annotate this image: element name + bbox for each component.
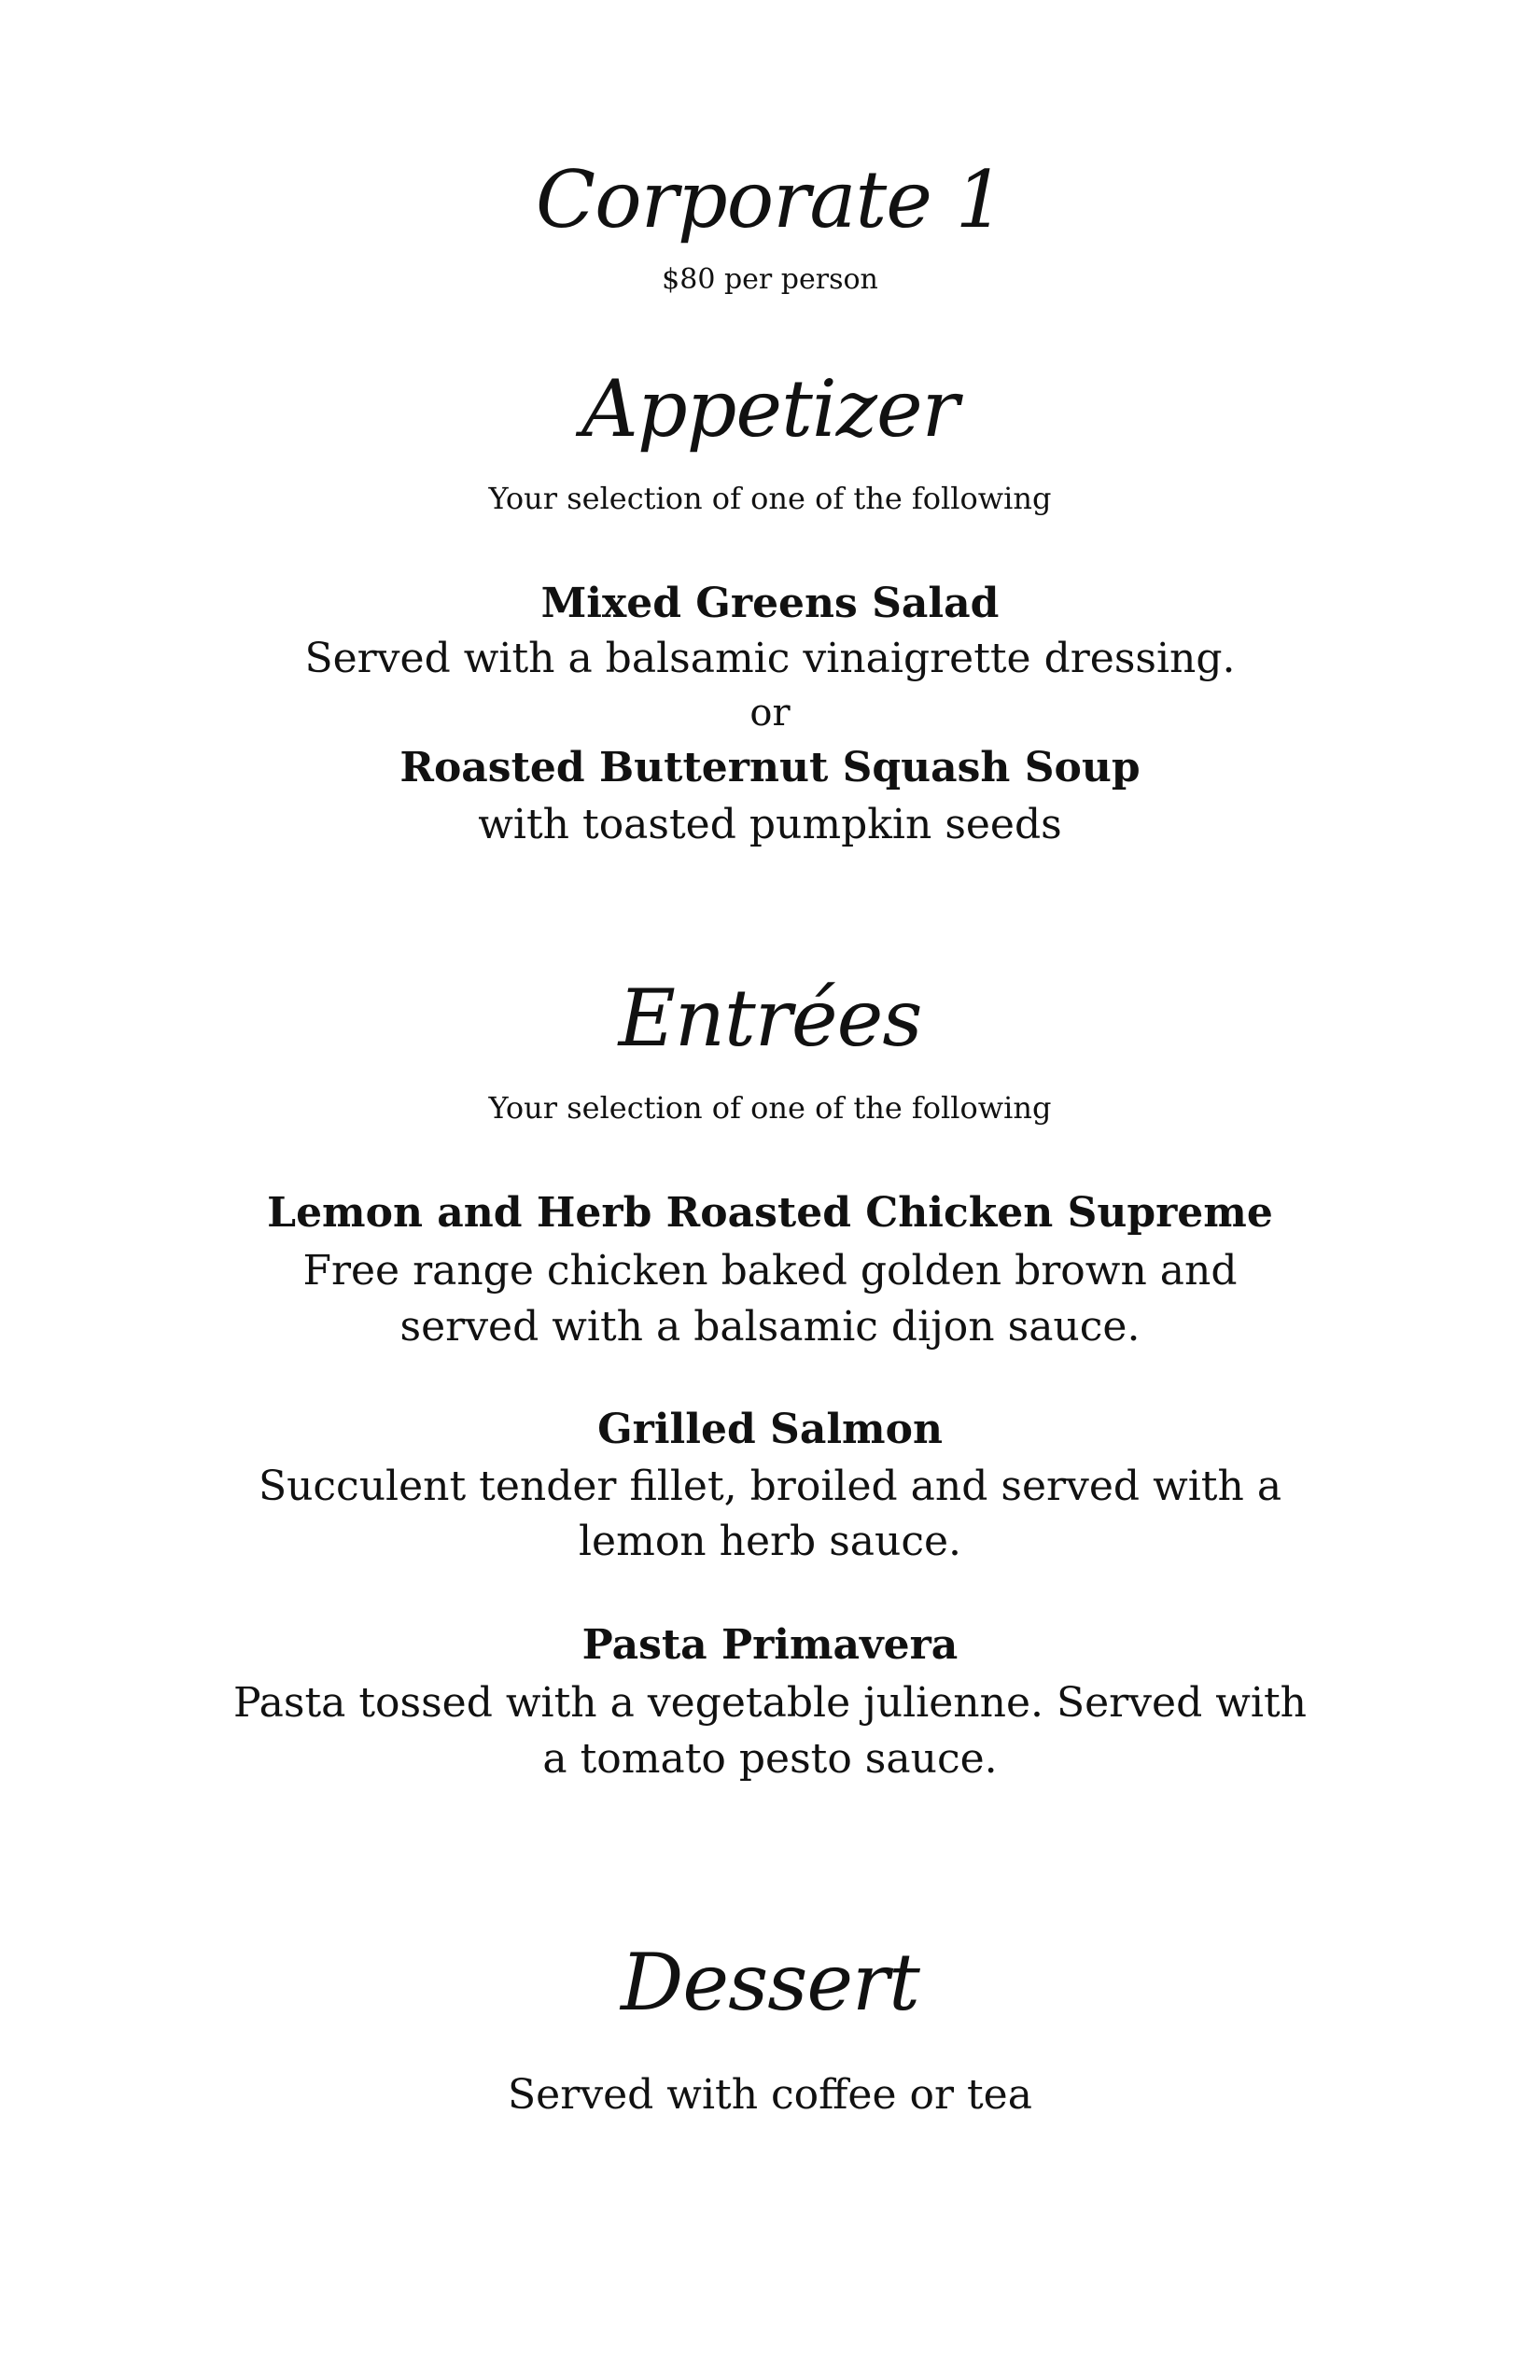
appetizer-note: Your selection of one of the following <box>488 481 1052 516</box>
appetizer-heading: Appetizer <box>581 363 959 455</box>
entrees-heading: Entrées <box>618 973 922 1064</box>
entree-item-desc: lemon herb sauce. <box>578 1518 962 1565</box>
entree-item-name: Lemon and Herb Roasted Chicken Supreme <box>267 1189 1273 1237</box>
menu-title: Corporate 1 <box>535 154 1005 245</box>
dessert-heading: Dessert <box>621 1937 919 2028</box>
entree-item-name: Pasta Primavera <box>581 1621 959 1669</box>
entree-item-desc: Free range chicken baked golden brown and <box>302 1247 1238 1295</box>
appetizer-item-desc: with toasted pumpkin seeds <box>478 801 1062 848</box>
entrees-note: Your selection of one of the following <box>488 1090 1052 1126</box>
appetizer-item-desc: Served with a balsamic vinaigrette dressing. <box>304 635 1236 682</box>
appetizer-or-separator: or <box>749 692 791 735</box>
appetizer-item-name: Roasted Butternut Squash Soup <box>399 744 1141 791</box>
entree-item-desc: Pasta tossed with a vegetable julienne. Served with <box>233 1679 1307 1727</box>
entree-item-desc: served with a balsamic dijon sauce. <box>399 1303 1141 1351</box>
dessert-note: Served with coffee or tea <box>508 2071 1032 2119</box>
entree-item-name: Grilled Salmon <box>597 1406 943 1453</box>
menu-price: $80 per person <box>662 263 878 296</box>
entree-item-desc: a tomato pesto sauce. <box>542 1735 998 1783</box>
appetizer-item-name: Mixed Greens Salad <box>540 580 1000 627</box>
entree-item-desc: Succulent tender fillet, broiled and served with a <box>258 1463 1282 1510</box>
